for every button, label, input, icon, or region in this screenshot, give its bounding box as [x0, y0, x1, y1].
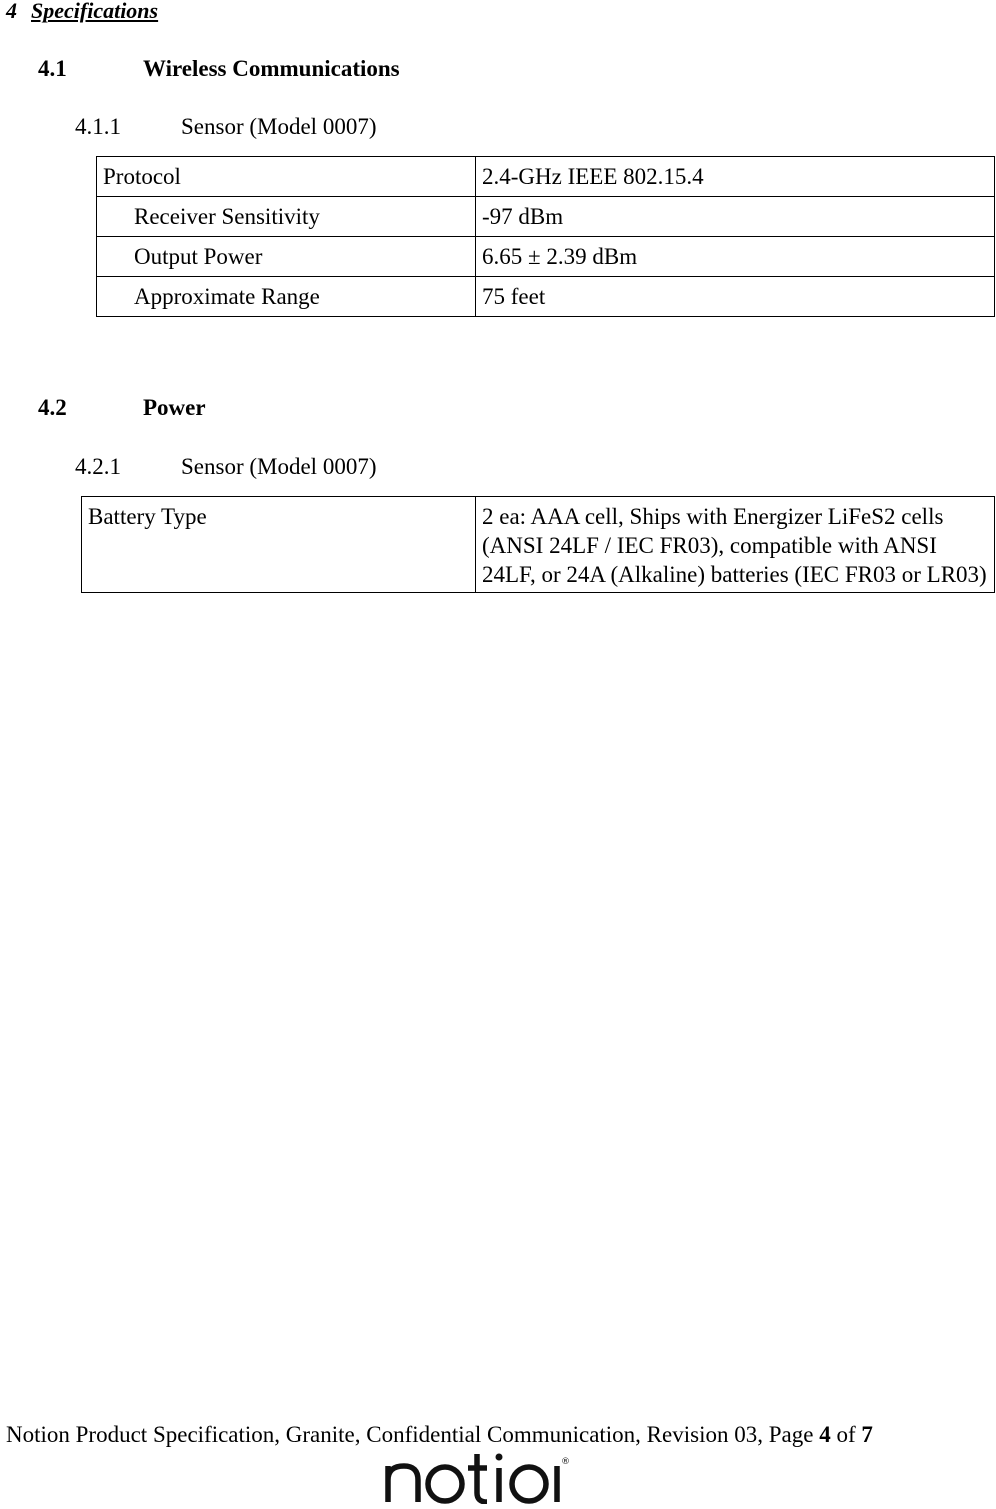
subsubsection-title: Sensor (Model 0007): [181, 454, 377, 479]
spec-value: 2.4-GHz IEEE 802.15.4: [476, 157, 995, 197]
spec-value: 75 feet: [476, 277, 995, 317]
subsubsection-heading-power: [75, 454, 376, 480]
subsubsection-number: 4.1.1: [75, 114, 121, 139]
footer-page-number: 4: [819, 1422, 831, 1447]
spec-value: 6.65 ± 2.39 dBm: [476, 237, 995, 277]
subsection-number: 4.2: [38, 395, 67, 420]
section-title: Specifications: [31, 0, 159, 23]
page-footer: [6, 1422, 873, 1448]
notion-logo-icon: [384, 1452, 574, 1504]
footer-total-pages: 7: [861, 1422, 873, 1447]
subsection-title: Power: [143, 395, 206, 420]
spec-label: Battery Type: [82, 497, 476, 593]
notion-logo: [384, 1452, 574, 1509]
subsubsection-heading-wireless: [75, 114, 376, 140]
subsection-heading-wireless: [38, 56, 400, 82]
wireless-spec-table: [96, 156, 995, 317]
spec-label: Receiver Sensitivity: [97, 197, 476, 237]
spec-label: Protocol: [97, 157, 476, 197]
spec-label: Output Power: [97, 237, 476, 277]
spec-value: 2 ea: AAA cell, Ships with Energizer LiFeS2 cells (ANSI 24LF / IEC FR03), compatible with ANSI 24LF, or 24A (Alkaline) batteries (IEC FR03 or LR03): [476, 497, 995, 593]
footer-of-label: of: [836, 1422, 856, 1447]
spec-value: -97 dBm: [476, 197, 995, 237]
registered-mark: ®: [561, 1457, 570, 1467]
table-row: [97, 157, 995, 197]
table-row: [97, 197, 995, 237]
spec-label: Approximate Range: [97, 277, 476, 317]
subsubsection-number: 4.2.1: [75, 454, 121, 479]
subsubsection-title: Sensor (Model 0007): [181, 114, 377, 139]
table-row: [82, 497, 995, 593]
section-heading: [6, 0, 158, 24]
section-number: 4: [6, 0, 17, 23]
subsection-number: 4.1: [38, 56, 67, 81]
table-row: [97, 237, 995, 277]
footer-text: Notion Product Specification, Granite, Confidential Communication, Revision 03, Page: [6, 1422, 814, 1447]
power-spec-table: [81, 496, 995, 593]
subsection-title: Wireless Communications: [143, 56, 400, 81]
table-row: [97, 277, 995, 317]
subsection-heading-power: [38, 395, 206, 421]
